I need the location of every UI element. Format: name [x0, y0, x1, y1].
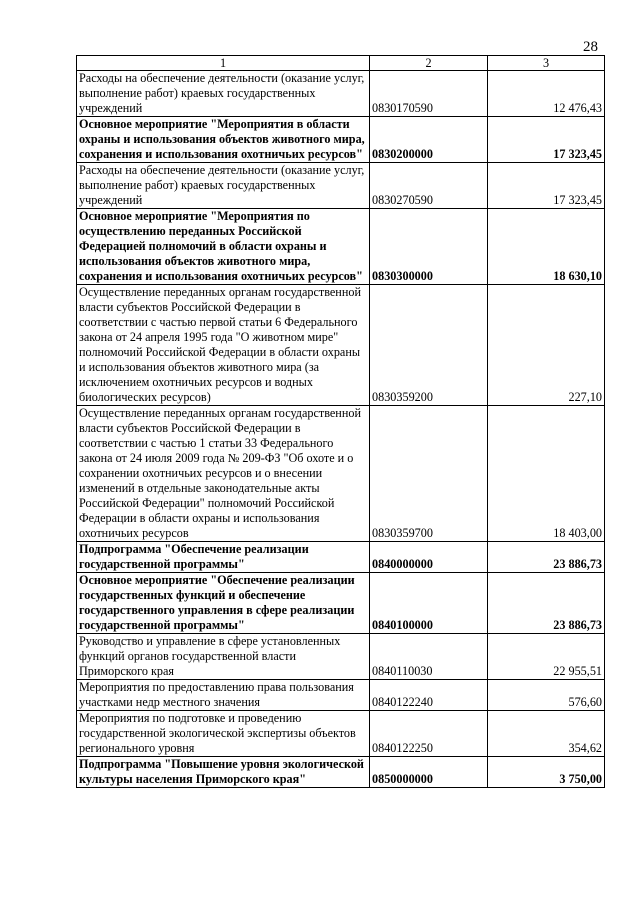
row-amount-cell: 23 886,73: [488, 542, 605, 573]
row-name-cell: Основное мероприятие "Мероприятия по осуществлению переданных Российской Федерацией полномочий в области охраны и использования объектов животного мира, сохранения и использования охотничьих ресурсов": [77, 209, 370, 285]
row-name-cell: Руководство и управление в сфере установленных функций органов государственной власти Приморского края: [77, 634, 370, 680]
row-code-cell: 0840122250: [370, 711, 488, 757]
row-name-cell: Мероприятия по предоставлению права пользования участками недр местного значения: [77, 680, 370, 711]
column-header-3: 3: [488, 56, 605, 71]
table-row: [77, 542, 605, 573]
column-header-2: 2: [370, 56, 488, 71]
table-header-row: [77, 56, 605, 71]
table-row: [77, 634, 605, 680]
table-row: [77, 209, 605, 285]
row-name-cell: Основное мероприятие "Обеспечение реализации государственных функций и обеспечение государственного управления в сфере реализации государственной программы": [77, 573, 370, 634]
row-name-cell: Мероприятия по подготовке и проведению государственной экологической экспертизы объектов регионального уровня: [77, 711, 370, 757]
row-amount-cell: 354,62: [488, 711, 605, 757]
table-row: [77, 163, 605, 209]
table-row: [77, 117, 605, 163]
column-header-1: 1: [77, 56, 370, 71]
row-code-cell: 0830300000: [370, 209, 488, 285]
row-amount-cell: 3 750,00: [488, 757, 605, 788]
row-amount-cell: 23 886,73: [488, 573, 605, 634]
row-amount-cell: 12 476,43: [488, 71, 605, 117]
row-code-cell: 0830200000: [370, 117, 488, 163]
row-amount-cell: 22 955,51: [488, 634, 605, 680]
row-amount-cell: 227,10: [488, 285, 605, 406]
row-code-cell: 0830359200: [370, 285, 488, 406]
table-row: [77, 285, 605, 406]
row-code-cell: 0840000000: [370, 542, 488, 573]
row-code-cell: 0850000000: [370, 757, 488, 788]
row-code-cell: 0840110030: [370, 634, 488, 680]
row-name-cell: Расходы на обеспечение деятельности (оказание услуг, выполнение работ) краевых государственных учреждений: [77, 163, 370, 209]
row-name-cell: Осуществление переданных органам государственной власти субъектов Российской Федерации в соответствии с частью 1 статьи 33 Федерального закона от 24 июля 2009 года № 209-ФЗ "Об охоте и о сохранении охотничьих ресурсов и о внесении изменений в отдельные законодательные акты Российской Федерации" полномочий Российской Федерации в области охраны и использования охотничьих ресурсов: [77, 406, 370, 542]
table-body: [77, 71, 605, 788]
row-amount-cell: 576,60: [488, 680, 605, 711]
row-name-cell: Расходы на обеспечение деятельности (оказание услуг, выполнение работ) краевых государственных учреждений: [77, 71, 370, 117]
row-code-cell: 0830270590: [370, 163, 488, 209]
row-code-cell: 0830170590: [370, 71, 488, 117]
row-code-cell: 0840100000: [370, 573, 488, 634]
row-amount-cell: 17 323,45: [488, 163, 605, 209]
budget-table: [76, 55, 605, 788]
table-row: [77, 757, 605, 788]
table-row: [77, 406, 605, 542]
table-row: [77, 71, 605, 117]
table-row: [77, 711, 605, 757]
row-amount-cell: 18 630,10: [488, 209, 605, 285]
table-row: [77, 680, 605, 711]
page-number: 28: [583, 39, 598, 55]
row-name-cell: Подпрограмма "Обеспечение реализации государственной программы": [77, 542, 370, 573]
row-amount-cell: 18 403,00: [488, 406, 605, 542]
row-name-cell: Основное мероприятие "Мероприятия в области охраны и использования объектов животного мира, сохранения и использования охотничьих ресурсов": [77, 117, 370, 163]
row-code-cell: 0830359700: [370, 406, 488, 542]
table-row: [77, 573, 605, 634]
row-code-cell: 0840122240: [370, 680, 488, 711]
row-name-cell: Подпрограмма "Повышение уровня экологической культуры населения Приморского края": [77, 757, 370, 788]
row-name-cell: Осуществление переданных органам государственной власти субъектов Российской Федерации в соответствии с частью первой статьи 6 Федерального закона от 24 апреля 1995 года "О животном мире" полномочий Российской Федерации в области охраны и использования объектов животного мира (за исключением охотничьих ресурсов и водных биологических ресурсов): [77, 285, 370, 406]
row-amount-cell: 17 323,45: [488, 117, 605, 163]
